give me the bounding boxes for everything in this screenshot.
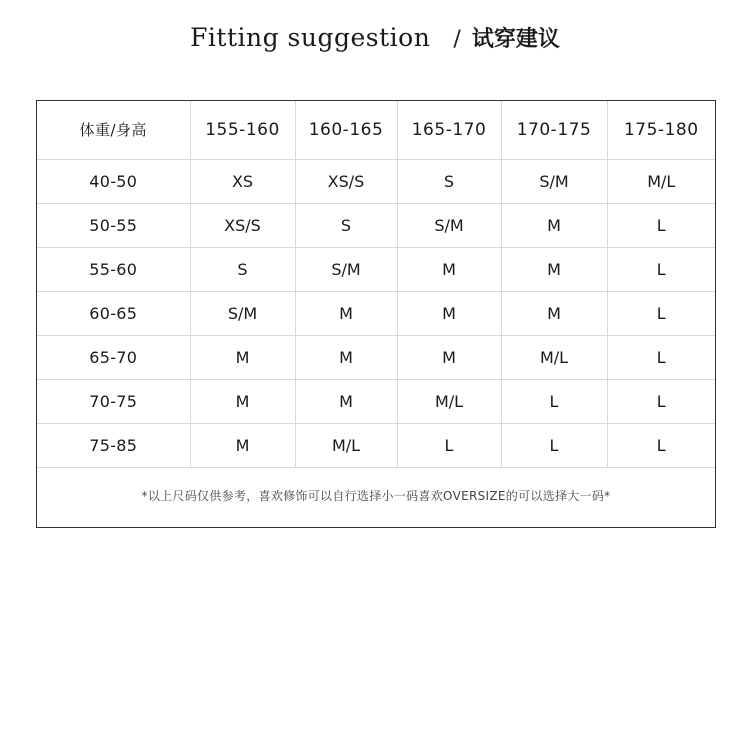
- size-cell: S: [295, 203, 397, 247]
- table-header-row: [37, 101, 715, 159]
- weight-cell: 50-55: [37, 203, 190, 247]
- corner-header: 体重/身高: [37, 101, 190, 159]
- height-column-header: 160-165: [295, 101, 397, 159]
- size-cell: M: [501, 247, 607, 291]
- size-cell: XS/S: [295, 159, 397, 203]
- size-note: *以上尺码仅供参考，喜欢修饰可以自行选择小一码喜欢OVERSIZE的可以选择大一码*: [141, 489, 611, 503]
- size-cell: M: [397, 247, 501, 291]
- size-cell: M/L: [295, 423, 397, 467]
- size-cell: M/L: [397, 379, 501, 423]
- height-column-header: 175-180: [607, 101, 715, 159]
- size-cell: S: [190, 247, 295, 291]
- size-cell: L: [607, 203, 715, 247]
- size-cell: M: [295, 379, 397, 423]
- table-row: [37, 291, 715, 335]
- size-cell: S: [397, 159, 501, 203]
- size-cell: XS/S: [190, 203, 295, 247]
- size-cell: M: [190, 379, 295, 423]
- page-title: [0, 22, 750, 53]
- weight-cell: 55-60: [37, 247, 190, 291]
- table-row: [37, 335, 715, 379]
- size-cell: M: [190, 335, 295, 379]
- size-cell: L: [607, 335, 715, 379]
- title-chinese: 试穿建议: [471, 27, 560, 52]
- title-separator: /: [453, 27, 461, 52]
- size-cell: L: [501, 379, 607, 423]
- size-cell: XS: [190, 159, 295, 203]
- table-row: [37, 423, 715, 467]
- size-cell: M/L: [607, 159, 715, 203]
- weight-cell: 65-70: [37, 335, 190, 379]
- size-cell: L: [607, 423, 715, 467]
- size-cell: M: [190, 423, 295, 467]
- size-cell: S/M: [397, 203, 501, 247]
- size-cell: M: [501, 291, 607, 335]
- height-column-header: 155-160: [190, 101, 295, 159]
- size-cell: M: [397, 291, 501, 335]
- size-cell: L: [607, 247, 715, 291]
- size-chart-table: [36, 100, 716, 528]
- size-cell: M: [295, 291, 397, 335]
- size-cell: S/M: [501, 159, 607, 203]
- title-english: Fitting suggestion: [190, 23, 431, 52]
- table-row: [37, 203, 715, 247]
- weight-cell: 40-50: [37, 159, 190, 203]
- height-column-header: 170-175: [501, 101, 607, 159]
- weight-cell: 60-65: [37, 291, 190, 335]
- size-cell: M/L: [501, 335, 607, 379]
- table-row: [37, 379, 715, 423]
- note-row: [37, 467, 715, 524]
- size-cell: S/M: [295, 247, 397, 291]
- table-row: [37, 247, 715, 291]
- size-cell: L: [607, 291, 715, 335]
- size-cell: M: [501, 203, 607, 247]
- weight-cell: 75-85: [37, 423, 190, 467]
- size-cell: L: [501, 423, 607, 467]
- table-row: [37, 159, 715, 203]
- size-cell: L: [607, 379, 715, 423]
- size-cell: L: [397, 423, 501, 467]
- size-cell: S/M: [190, 291, 295, 335]
- size-cell: M: [295, 335, 397, 379]
- height-column-header: 165-170: [397, 101, 501, 159]
- weight-cell: 70-75: [37, 379, 190, 423]
- size-cell: M: [397, 335, 501, 379]
